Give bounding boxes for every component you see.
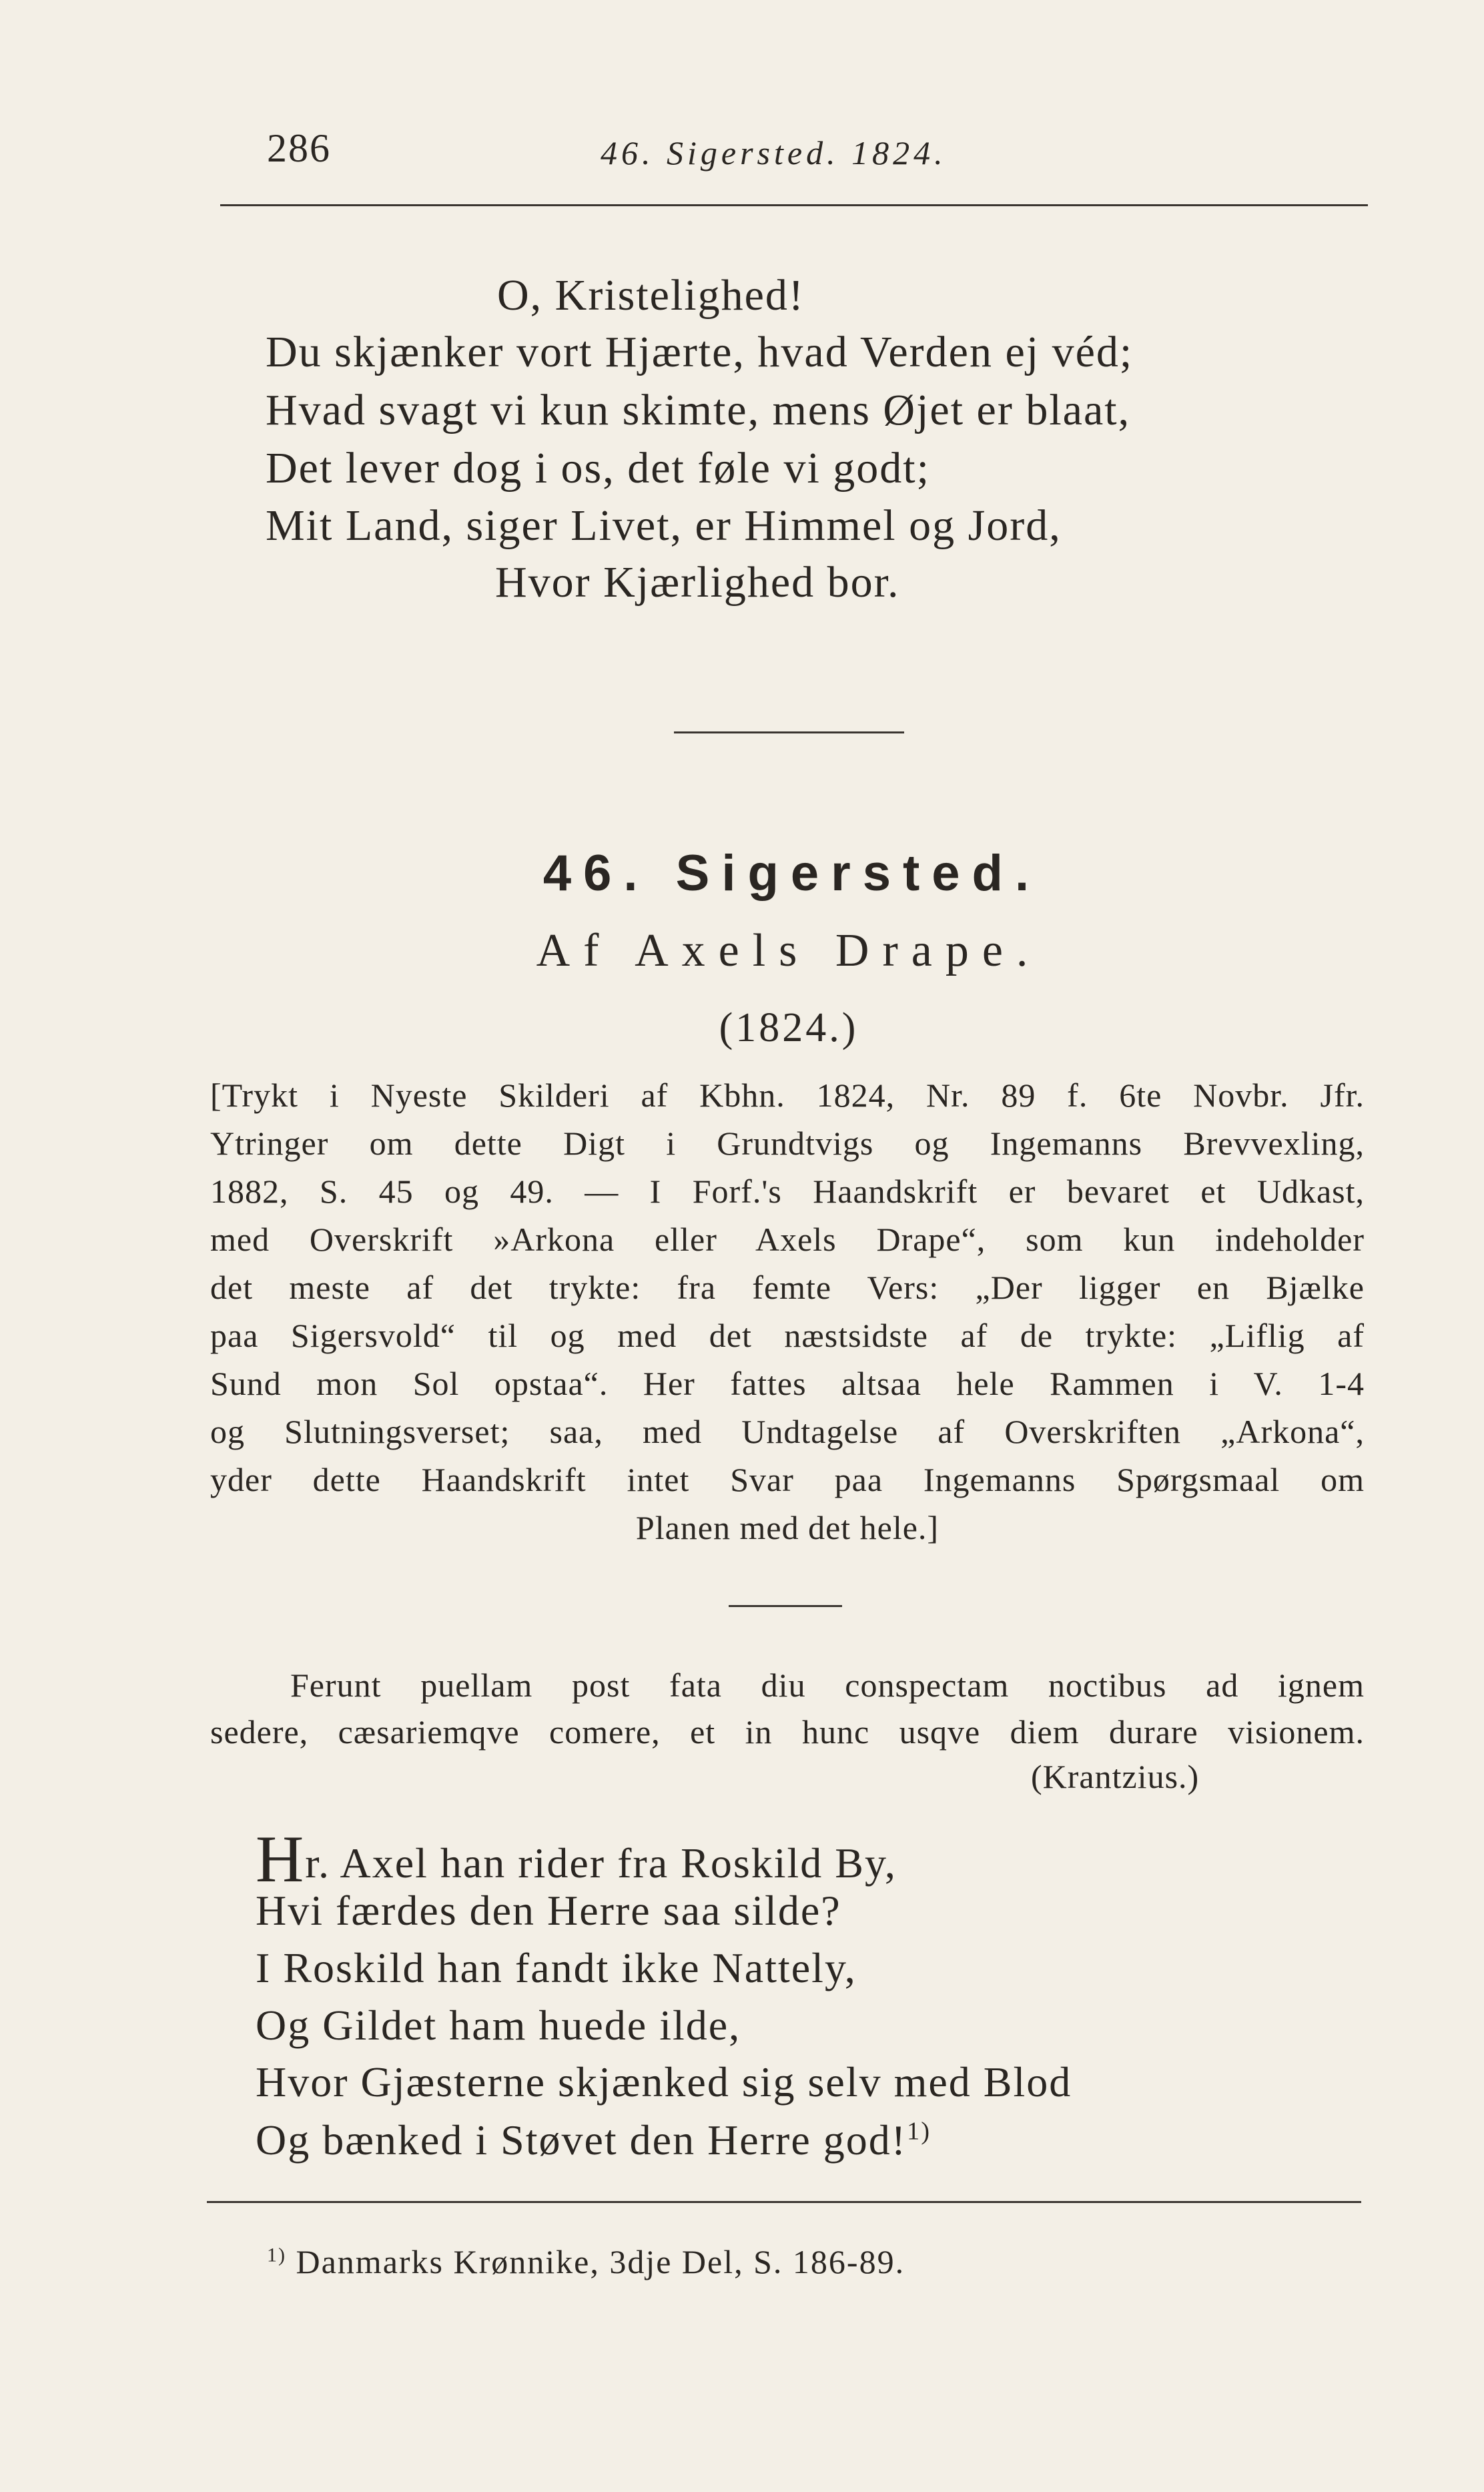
poem-line: O, Kristelighed! (497, 271, 805, 320)
epigraph-source: (Krantzius.) (1031, 1758, 1200, 1795)
stanza-first-line (256, 1822, 897, 1896)
epigraph (210, 1662, 1365, 1755)
footnote-text: Danmarks Krønnike, 3dje Del, S. 186-89. (296, 2243, 905, 2280)
note-line: [Trykt i Nyeste Skilderi af Kbhn. 1824, Nr. 89 f. 6te Novbr. Jfr. (210, 1076, 1365, 1114)
section-heading: 46. Sigersted. (542, 845, 1042, 902)
poem-line: Hvor Kjærlighed bor. (495, 558, 900, 607)
running-head: 46. Sigersted. 1824. (601, 134, 947, 172)
poem-line: Du skjænker vort Hjærte, hvad Verden ej véd; (266, 328, 1134, 376)
stanza-line-text: Og bænked i Støvet den Herre god! (256, 2116, 907, 2164)
note-line: og Slutningsverset; saa, med Undtagelse af Overskriften „Arkona“, (210, 1413, 1365, 1450)
dropcap: H (256, 1822, 306, 1896)
stanza-line: Hvor Gjæsterne skjænked sig selv med Blod (256, 2058, 1072, 2106)
epigraph-divider (729, 1605, 842, 1607)
stanza-line: Og Gildet ham huede ilde, (256, 2001, 741, 2049)
footnote-reference[interactable]: 1) (907, 2117, 932, 2146)
epigraph-line: Ferunt puellam post fata diu conspectam noctibus ad ignem (290, 1666, 1365, 1704)
poem-line: Mit Land, siger Livet, er Himmel og Jord, (266, 501, 1062, 550)
stanza-line-text: r. Axel han rider fra Roskild By, (305, 1839, 897, 1887)
editorial-note (210, 1071, 1365, 1552)
section-subtitle: Af Axels Drape. (536, 925, 1042, 976)
note-line: yder dette Haandskrift intet Svar paa Ingemanns Spørgsmaal om (210, 1461, 1365, 1498)
note-line: Planen med det hele.] (635, 1509, 940, 1546)
section-year: (1824.) (719, 1005, 859, 1050)
note-line: Ytringer om dette Digt i Grundtvigs og Ingemanns Brevvexling, (210, 1125, 1365, 1162)
stanza-last-line (256, 2116, 931, 2165)
poem-line: Hvad svagt vi kun skimte, mens Øjet er blaat, (266, 386, 1131, 434)
header-rule (220, 204, 1368, 206)
note-line: med Overskrift »Arkona eller Axels Drape“, som kun indeholder (210, 1221, 1365, 1258)
note-line: Sund mon Sol opstaa“. Her fattes altsaa hele Rammen i V. 1-4 (210, 1365, 1365, 1402)
section-divider (674, 731, 904, 733)
stanza-line: I Roskild han fandt ikke Nattely, (256, 1944, 857, 1991)
footnote-marker: 1) (267, 2244, 286, 2266)
epigraph-line: sedere, cæsariemqve comere, et in hunc usqve diem durare visionem. (210, 1713, 1365, 1751)
footnote-rule (207, 2201, 1361, 2203)
page-number: 286 (267, 126, 331, 170)
poem-line: Det lever dog i os, det føle vi godt; (266, 444, 930, 493)
stanza-line: Hvi færdes den Herre saa silde? (256, 1887, 841, 1934)
note-line: paa Sigersvold“ til og med det næstsidste af de trykte: „Liflig af (210, 1317, 1365, 1354)
note-line: det meste af det trykte: fra femte Vers: „Der ligger en Bjælke (210, 1269, 1365, 1306)
note-line: 1882, S. 45 og 49. — I Forf.'s Haandskrift er bevaret et Udkast, (210, 1173, 1365, 1210)
footnote (267, 2242, 905, 2281)
